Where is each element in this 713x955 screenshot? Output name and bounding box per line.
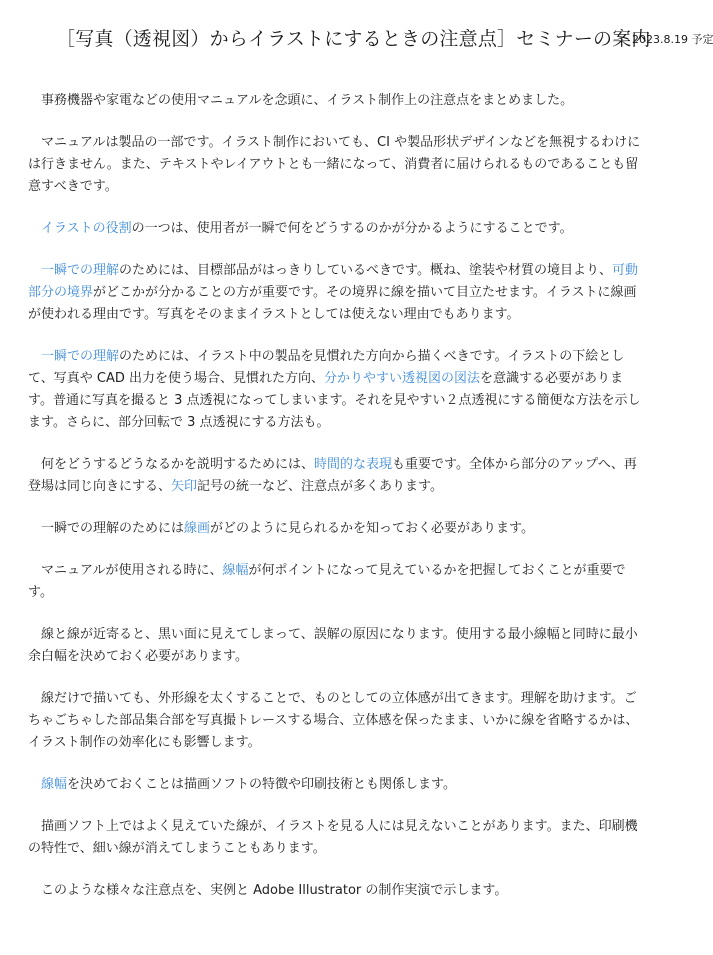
paragraph-text: マニュアルが使用される時に、 <box>41 563 223 578</box>
highlighted-term: 時間的な表現 <box>314 457 393 472</box>
highlighted-term: 可動部分の境界 <box>28 263 638 300</box>
body-paragraph <box>28 816 644 860</box>
body-paragraph <box>28 688 644 754</box>
body-paragraph <box>28 454 644 498</box>
body-paragraph <box>28 260 644 326</box>
paragraph-text: がどのように見られるかを知っておく必要があります。 <box>210 521 534 536</box>
paragraph-text: 事務機器や家電などの使用マニュアルを念頭に、イラスト制作上の注意点をまとめました。 <box>41 93 574 108</box>
page-title: ［写真（透視図）からイラストにするときの注意点］セミナーの案内 <box>56 28 651 50</box>
paragraph-text: マニュアルは製品の一部です。イラスト制作においても、CI や製品形状デザインなどを無視するわけには行きません。また、テキストやレイアウトとも一緒になって、消費者に届けられるものであることも留意すべきです。 <box>28 135 641 194</box>
highlighted-term: 線幅 <box>222 563 249 578</box>
highlighted-term: 一瞬での理解 <box>41 263 120 278</box>
body-paragraph <box>28 774 644 796</box>
body-paragraph <box>28 560 644 604</box>
body-paragraph <box>28 90 644 112</box>
body-paragraph <box>28 218 644 240</box>
body-paragraph <box>28 880 644 902</box>
highlighted-term: 線幅 <box>41 777 68 792</box>
highlighted-term: 分かりやすい透視図の図法 <box>324 371 481 386</box>
paragraph-text: 線と線が近寄ると、黒い面に見えてしまって、誤解の原因になります。使用する最小線幅と同時に最小余白幅を決めておく必要があります。 <box>28 627 638 664</box>
paragraph-text: のためには、目標部品がはっきりしているべきです。概ね、塗装や材質の境目より、 <box>119 263 612 278</box>
body-paragraph <box>28 346 644 434</box>
page-header <box>28 0 713 60</box>
paragraph-text: 記号の統一など、注意点が多くあります。 <box>197 479 443 494</box>
paragraph-text: 何をどうするどうなるかを説明するためには、 <box>41 457 315 472</box>
paragraph-text: を決めておくことは描画ソフトの特徴や印刷技術とも関係します。 <box>67 777 456 792</box>
body-paragraph <box>28 518 644 540</box>
body-paragraph <box>28 132 644 198</box>
paragraph-text: がどこかが分かることの方が重要です。その境界に線を描いて目立たせます。イラストに線画が使われる理由です。写真をそのままイラストとしては使えない理由でもあります。 <box>28 285 637 322</box>
paragraph-text: このような様々な注意点を、実例と Adobe Illustrator の制作実演で示します。 <box>41 883 508 898</box>
paragraph-text: 描画ソフト上ではよく見えていた線が、イラストを見る人には見えないことがあります。また、印刷機の特性で、細い線が消えてしまうこともあります。 <box>28 819 638 856</box>
paragraph-text: 線だけで描いても、外形線を太くすることで、ものとしての立体感が出てきます。理解を助けます。ごちゃごちゃした部品集合部を写真撮トレースする場合、立体感を保ったまま、いかに線を省略するかは、イラスト制作の効率化にも影響します。 <box>28 691 639 750</box>
highlighted-term: 一瞬での理解 <box>41 349 120 364</box>
paragraph-text: のためには、イラスト中の製品を見慣れた方向から描くべきです。イラストの下絵として、写真や CAD 出力を使う場合、見慣れた方向、 <box>28 349 625 386</box>
highlighted-term: 線画 <box>184 521 211 536</box>
highlighted-term: 矢印 <box>171 479 198 494</box>
paragraph-text: の一つは、使用者が一瞬で何をどうするのかが分かるようにすることです。 <box>131 221 573 236</box>
paragraph-text: を意識する必要があります。普通に写真を撮ると 3 点透視になってしまいます。それを見やすい２点透視にする簡便な方法を示します。さらに、部分回転で 3 点透視にする方法も。 <box>28 371 641 430</box>
highlighted-term: イラストの役割 <box>41 221 132 236</box>
paragraph-text: が何ポイントになって見えているかを把握しておくことが重要です。 <box>28 563 626 600</box>
body-paragraph <box>28 624 644 668</box>
scheduled-date: 2023.8.19 予定 <box>632 33 713 46</box>
paragraph-text: も重要です。全体から部分のアップへ、再登場は同じ向きにする、 <box>28 457 637 494</box>
body-content <box>28 90 644 902</box>
paragraph-text: 一瞬での理解のためには <box>41 521 185 536</box>
